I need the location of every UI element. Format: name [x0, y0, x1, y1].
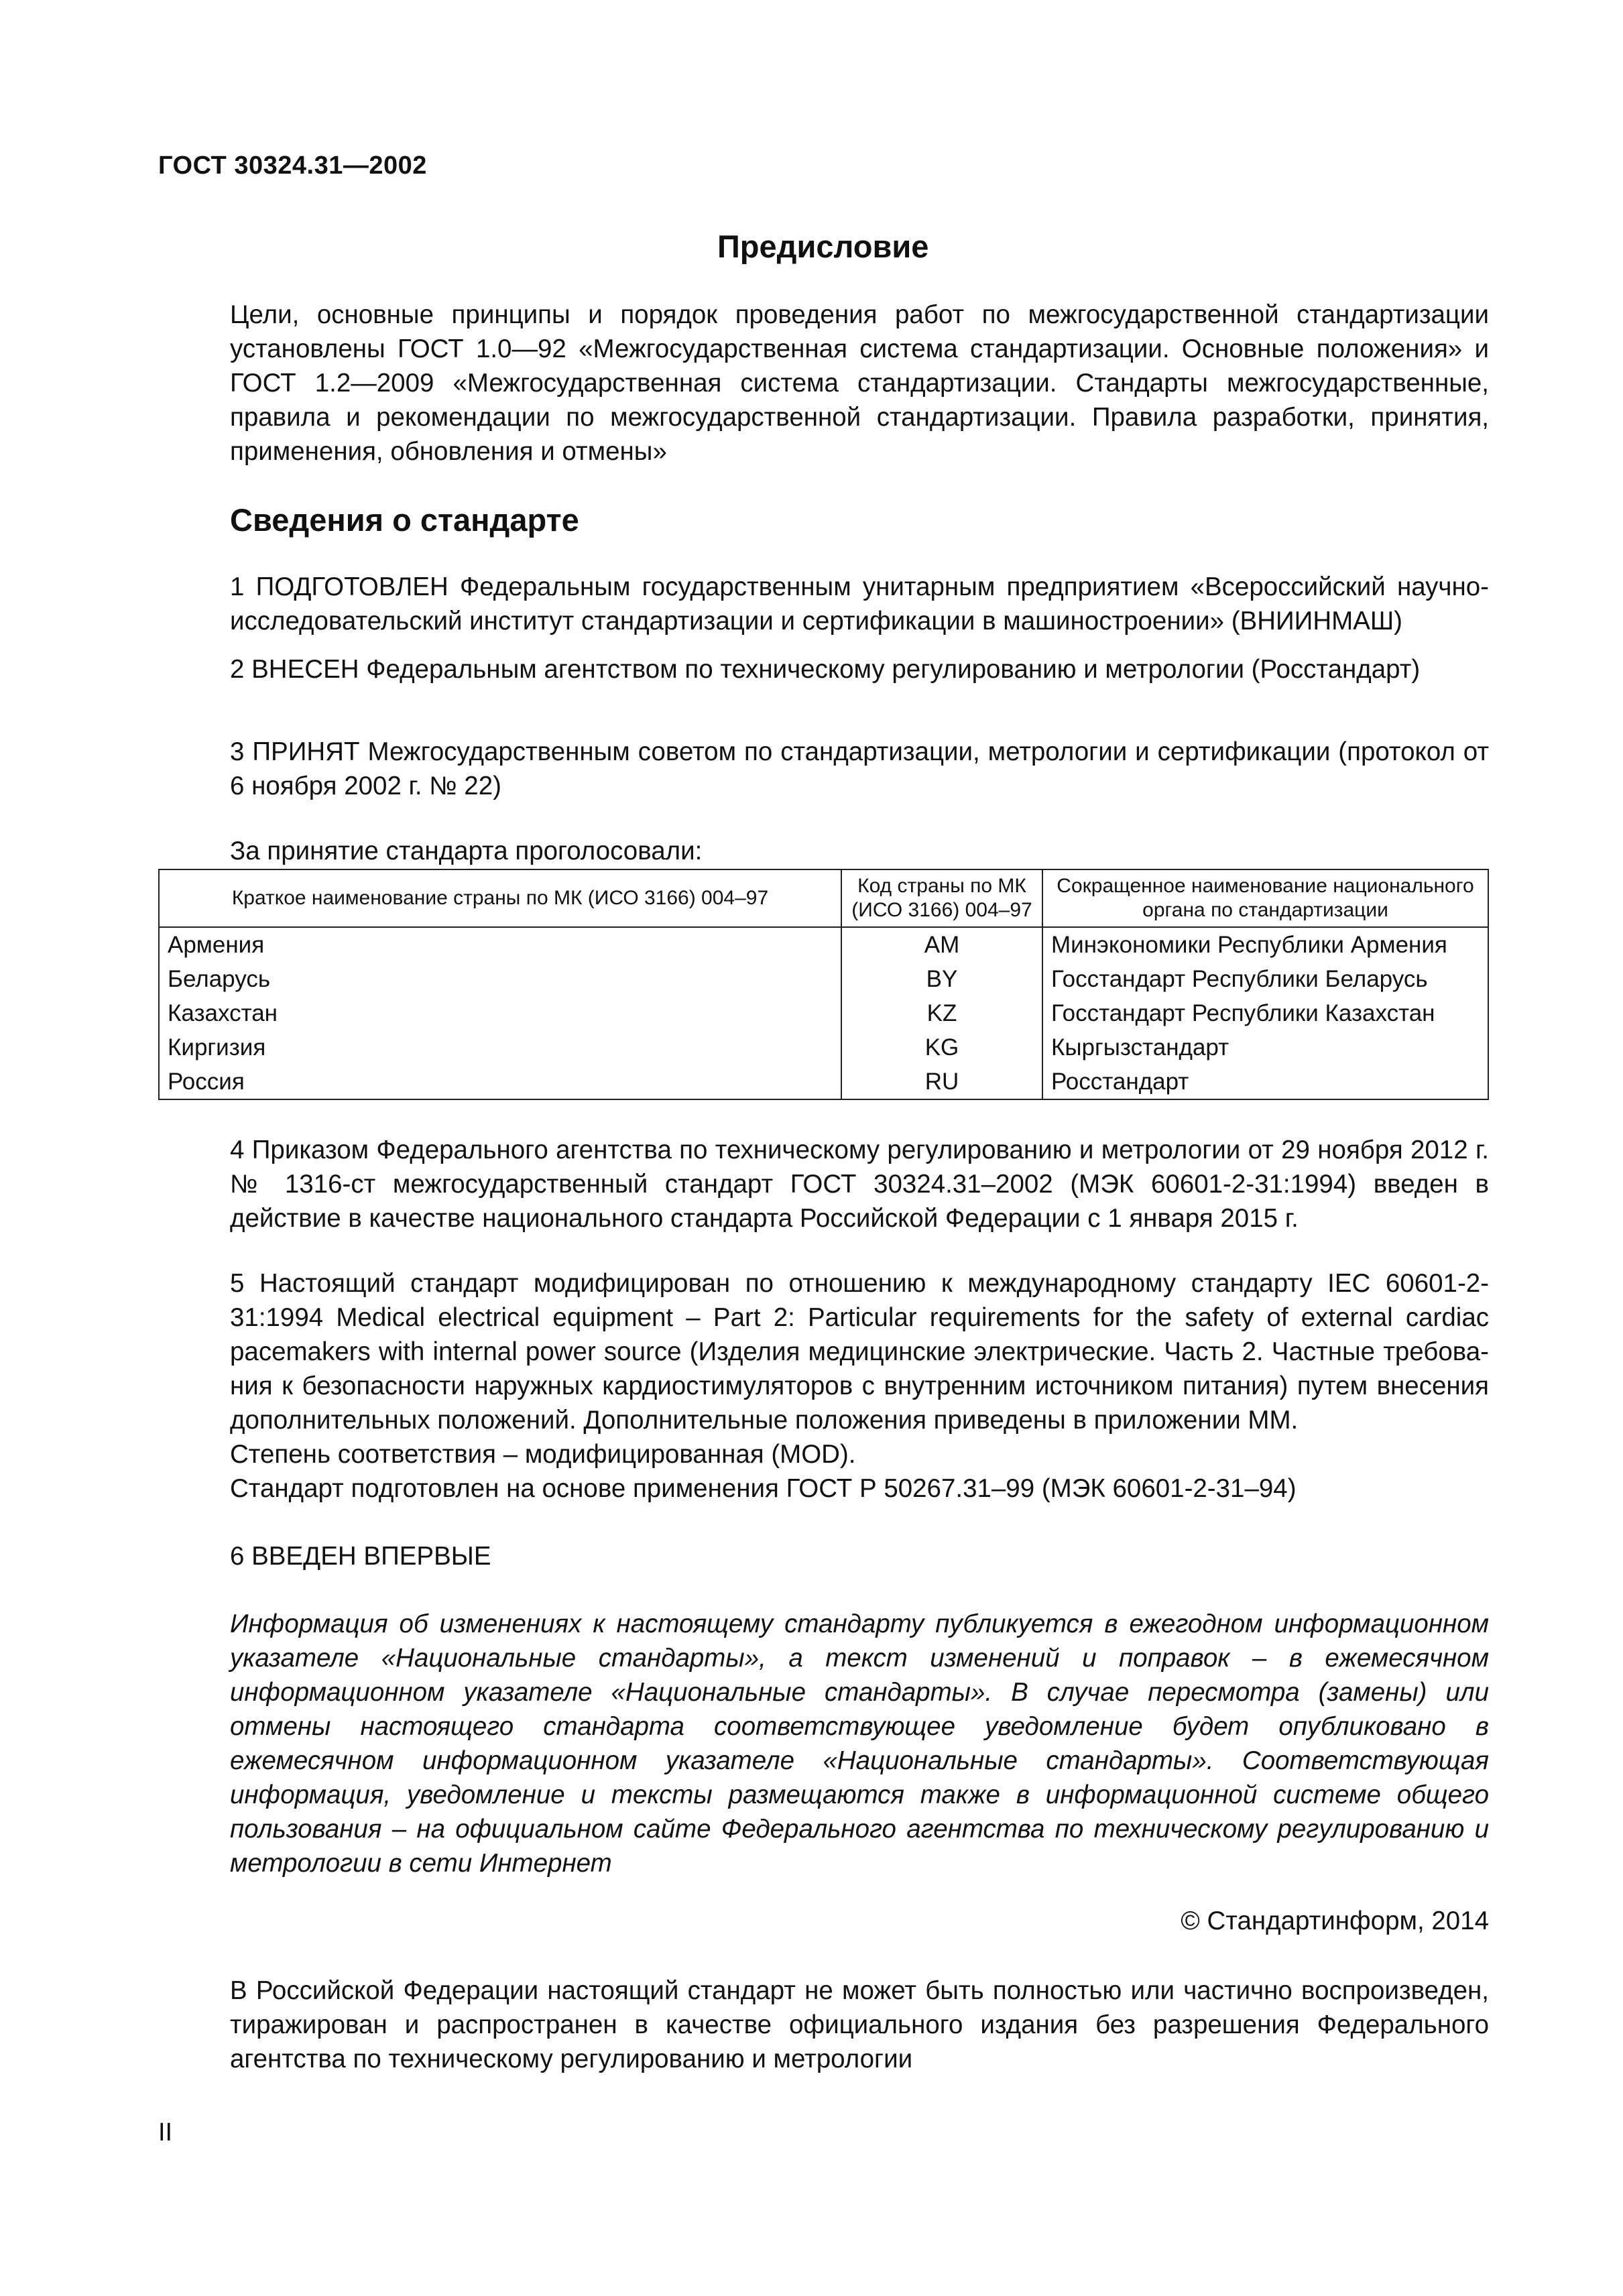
standard-basis: Стандарт подготовлен на основе применения ГОСТ Р 50267.31–99 (МЭК 60601-2-31–94) — [230, 1474, 1297, 1503]
document-header: ГОСТ 30324.31—2002 — [158, 152, 427, 180]
table-cell-country: Беларусь — [159, 962, 841, 996]
degree-of-conformity: Степень соответствия – модифицированная (MOD). — [230, 1440, 856, 1469]
info-item-5-text: 5 Настоящий стандарт модифицирован по отношению к международному стандарту IEC 60601-2-31:1994 Medical electrical equipment – Part 2: Particular requirements for the safety of external cardiac pacemakers with internal power source (Изделия медицинские электрические. Часть 2. Частные требова-ния к безопасности наружных кардиостимуляторов с внутренним источником питания) путем внесения дополнительных положений. Дополнительные положения приведены в приложении ММ. — [230, 1269, 1489, 1435]
changes-info-text: Информация об изменениях к настоящему стандарту публикуется в ежегодном информационном указателе «Национальные стандарты», а текст изменений и поправок – в ежемесячном информационном указателе «Национальные стандарты». В случае пересмотра (замены) или отмены настоящего стандарта соответствующее уведомление будет опубликовано в ежемесячном информационном указателе «Национальные стандарты». Соответствующая информация, уведомление и тексты размещаются также в информационной системе общего пользования – на официальном сайте Федерального агентства по техническому регулированию и метрологии в сети Интернет — [230, 1610, 1489, 1878]
table-row — [159, 996, 1488, 1030]
info-item-3-text: 3 ПРИНЯТ Межгосударственным советом по стандартизации, метрологии и сертификации (протокол от 6 ноября 2002 г. № 22) — [230, 737, 1489, 800]
voting-table — [158, 869, 1489, 1100]
info-item-2-text: 2 ВНЕСЕН Федеральным агентством по техническому регулированию и метрологии (Росстандарт) — [230, 655, 1421, 684]
copyright: © Стандартинформ, 2014 — [1181, 1907, 1489, 1935]
info-item-6: 6 ВВЕДЕН ВПЕРВЫЕ — [230, 1542, 491, 1571]
table-header-code: Код страны по МК (ИСО 3166) 004–97 — [841, 869, 1042, 927]
table-cell-code: KZ — [841, 996, 1042, 1030]
info-item-1 — [158, 570, 1489, 638]
info-item-3 — [158, 735, 1489, 803]
reproduction-notice-text: В Российской Федерации настоящий стандарт не может быть полностью или частично воспроизведен, тиражирован и распространен в качестве официального издания без разрешения Федерального агентства по техническому регулированию и метрологии — [230, 1976, 1489, 2073]
reproduction-notice — [158, 1974, 1489, 2076]
table-cell-country: Киргизия — [159, 1030, 841, 1065]
table-header-body: Сокращенное наименование национального органа по стандартизации — [1042, 869, 1488, 927]
info-item-5 — [158, 1266, 1489, 1437]
info-title: Сведения о стандарте — [230, 502, 579, 538]
table-cell-code: BY — [841, 962, 1042, 996]
table-cell-body: Минэкономики Республики Армения — [1042, 927, 1488, 962]
table-cell-body: Росстандарт — [1042, 1065, 1488, 1099]
foreword-paragraph: Цели, основные принципы и порядок проведения работ по межгосударственной стандартизации установлены ГОСТ 1.0—92 «Межгосударственная система стандартизации. Основные положения» и ГОСТ 1.2—2009 «Межгосударственная система стандартизации. Стандарты межгосударственные, правила и рекомендации по межгосударственной стандартизации. Правила разработки, принятия, применения, обновления и отмены» — [230, 300, 1489, 466]
changes-info — [158, 1607, 1489, 1880]
table-cell-country: Казахстан — [159, 996, 841, 1030]
info-item-4 — [158, 1133, 1489, 1235]
foreword-title: Предисловие — [717, 229, 929, 264]
table-row — [159, 962, 1488, 996]
table-cell-country: Армения — [159, 927, 841, 962]
table-cell-code: RU — [841, 1065, 1042, 1099]
table-cell-body: Кыргызстандарт — [1042, 1030, 1488, 1065]
info-item-1-text: 1 ПОДГОТОВЛЕН Федеральным государственным унитарным предприятием «Всероссийский научно-исследовательский институт стандартизации и сертификации в машиностроении» (ВНИИНМАШ) — [230, 572, 1489, 636]
table-row — [159, 1065, 1488, 1099]
table-cell-body: Госстандарт Республики Казахстан — [1042, 996, 1488, 1030]
info-item-4-text: 4 Приказом Федерального агентства по техническому регулированию и метрологии от 29 ноября 2012 г. № 1316-ст межгосударственный стандарт ГОСТ 30324.31–2002 (МЭК 60601-2-31:1994) введен в действие в качестве национального стандарта Российской Федерации с 1 января 2015 г. — [230, 1136, 1489, 1233]
table-row — [159, 1030, 1488, 1065]
foreword-text — [158, 298, 1489, 469]
table-header-country: Краткое наименование страны по МК (ИСО 3166) 004–97 — [159, 869, 841, 927]
info-item-2 — [158, 652, 1489, 686]
table-row — [159, 927, 1488, 962]
page-number: II — [158, 2118, 173, 2147]
table-cell-code: KG — [841, 1030, 1042, 1065]
vote-intro: За принятие стандарта проголосовали: — [230, 837, 703, 865]
table-cell-body: Госстандарт Республики Беларусь — [1042, 962, 1488, 996]
table-header-row — [159, 869, 1488, 927]
table-cell-country: Россия — [159, 1065, 841, 1099]
table-cell-code: AM — [841, 927, 1042, 962]
